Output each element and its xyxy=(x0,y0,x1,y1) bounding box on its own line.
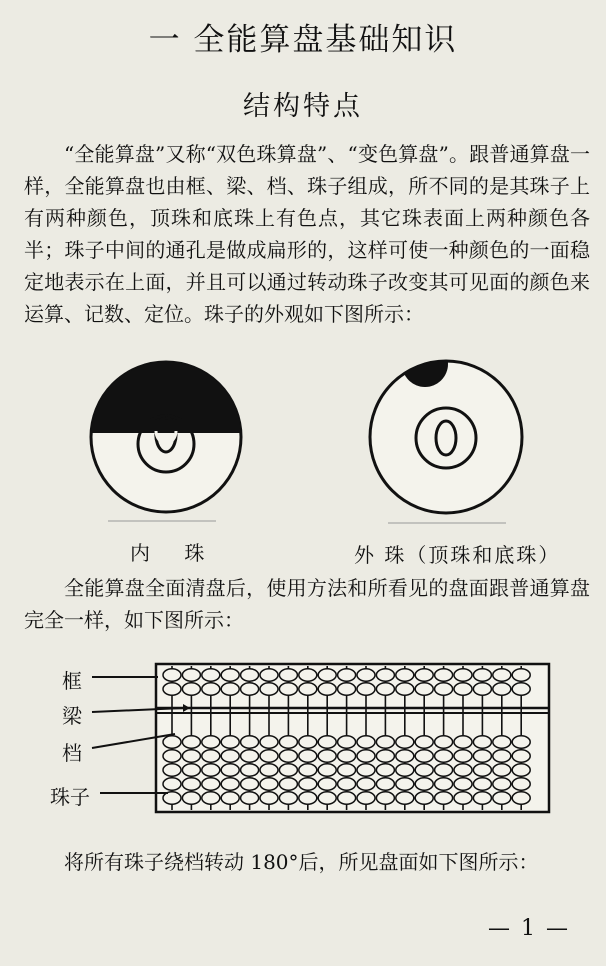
abacus-bead xyxy=(241,750,259,762)
label-frame: 框 xyxy=(62,669,82,693)
abacus-bead xyxy=(415,778,433,790)
abacus-bead xyxy=(318,683,336,695)
abacus-bead xyxy=(435,669,453,681)
abacus-bead xyxy=(163,669,181,681)
abacus-bead xyxy=(454,764,472,776)
section-subtitle: 结构特点 xyxy=(243,91,363,122)
abacus-bead xyxy=(376,764,394,776)
abacus-bead xyxy=(163,750,181,762)
abacus-bead xyxy=(415,750,433,762)
abacus-bead xyxy=(376,736,394,748)
abacus-bead xyxy=(202,778,220,790)
label-rod: 档 xyxy=(62,741,82,765)
abacus-bead xyxy=(260,764,278,776)
abacus-bead xyxy=(279,736,297,748)
abacus-bead xyxy=(279,669,297,681)
abacus-paragraph: 全能算盘全面清盘后，使用方法和所看见的盘面跟普通算盘完全一样，如下图所示： xyxy=(24,576,590,632)
abacus-bead xyxy=(260,736,278,748)
page-title: 一 全能算盘基础知识 xyxy=(148,22,458,58)
abacus-bead xyxy=(512,764,530,776)
abacus-bead xyxy=(279,683,297,695)
abacus-bead xyxy=(493,764,511,776)
abacus-bead xyxy=(357,778,375,790)
abacus-bead xyxy=(221,778,239,790)
abacus-bead xyxy=(318,792,336,804)
page-number: — 1 — xyxy=(488,916,570,941)
abacus-bead xyxy=(299,736,317,748)
abacus-bead xyxy=(376,778,394,790)
abacus-bead xyxy=(396,669,414,681)
abacus-bead xyxy=(376,669,394,681)
abacus-bead xyxy=(338,736,356,748)
abacus-bead xyxy=(415,669,433,681)
abacus-bead xyxy=(202,736,220,748)
abacus-bead xyxy=(221,750,239,762)
abacus-bead xyxy=(396,683,414,695)
abacus-bead xyxy=(221,683,239,695)
abacus-bead xyxy=(435,750,453,762)
abacus-bead xyxy=(357,669,375,681)
abacus-bead xyxy=(473,669,491,681)
abacus-bead xyxy=(260,792,278,804)
rotation-paragraph: 将所有珠子绕档转动 180°后，所见盘面如下图所示： xyxy=(64,850,539,874)
abacus-bead xyxy=(299,750,317,762)
abacus-bead xyxy=(279,792,297,804)
abacus-bead xyxy=(279,778,297,790)
inner-bead-figure xyxy=(80,355,252,521)
abacus-bead xyxy=(338,764,356,776)
abacus-bead xyxy=(202,669,220,681)
abacus-bead xyxy=(357,683,375,695)
abacus-bead xyxy=(318,750,336,762)
intro-paragraph: “全能算盘”又称“双色珠算盘”、“变色算盘”。跟普通算盘一样，全能算盘也由框、梁、档、珠子组成，所不同的是其珠子上有两种颜色，顶珠和底珠上有色点，其它珠表面上两种颜色各半；珠子中间的通孔是做成扁形的，这样可使一种颜色的一面稳定地表示在上面，并且可以通过转动珠子改变其可见面的颜色来运算、记数、定位。珠子的外观如下图所示： xyxy=(24,142,590,326)
abacus-bead xyxy=(493,669,511,681)
abacus-bead xyxy=(202,764,220,776)
abacus-bead xyxy=(512,736,530,748)
abacus-bead xyxy=(260,778,278,790)
inner-bead-caption: 内 珠 xyxy=(130,541,219,565)
abacus-bead xyxy=(435,792,453,804)
abacus-bead xyxy=(318,736,336,748)
abacus-bead xyxy=(318,764,336,776)
abacus-bead xyxy=(182,778,200,790)
abacus-bead xyxy=(454,750,472,762)
abacus-bead xyxy=(279,764,297,776)
abacus-bead xyxy=(493,750,511,762)
abacus-bead xyxy=(454,792,472,804)
abacus-bead xyxy=(454,778,472,790)
abacus-bead xyxy=(396,764,414,776)
abacus-bead xyxy=(415,683,433,695)
abacus-bead xyxy=(493,736,511,748)
abacus-bead xyxy=(299,669,317,681)
abacus-bead xyxy=(338,683,356,695)
abacus-bead xyxy=(415,736,433,748)
abacus-bead xyxy=(318,778,336,790)
abacus-bead xyxy=(338,778,356,790)
abacus-bead xyxy=(241,683,259,695)
abacus-bead xyxy=(512,750,530,762)
abacus-bead xyxy=(221,764,239,776)
abacus-bead xyxy=(182,736,200,748)
abacus-bead xyxy=(357,736,375,748)
abacus-bead xyxy=(260,750,278,762)
abacus-bead xyxy=(338,792,356,804)
abacus-bead xyxy=(473,792,491,804)
abacus-figure xyxy=(92,664,549,812)
abacus-bead xyxy=(357,750,375,762)
abacus-bead xyxy=(493,778,511,790)
abacus-bead xyxy=(396,750,414,762)
abacus-bead xyxy=(202,750,220,762)
abacus-bead xyxy=(279,750,297,762)
abacus-bead xyxy=(182,792,200,804)
abacus-bead xyxy=(454,683,472,695)
abacus-bead xyxy=(182,669,200,681)
abacus-bead xyxy=(338,669,356,681)
abacus-bead xyxy=(299,792,317,804)
label-beam: 梁 xyxy=(62,704,82,728)
abacus-bead xyxy=(512,792,530,804)
abacus-bead xyxy=(435,778,453,790)
abacus-bead xyxy=(221,669,239,681)
abacus-bead xyxy=(241,778,259,790)
abacus-bead xyxy=(318,669,336,681)
outer-bead-figure xyxy=(370,341,522,523)
abacus-bead xyxy=(202,683,220,695)
abacus-bead xyxy=(182,750,200,762)
abacus-bead xyxy=(415,764,433,776)
abacus-bead xyxy=(163,683,181,695)
abacus-bead xyxy=(415,792,433,804)
abacus-bead xyxy=(435,764,453,776)
abacus-bead xyxy=(182,683,200,695)
abacus-bead xyxy=(241,669,259,681)
abacus-bead xyxy=(435,736,453,748)
abacus-bead xyxy=(454,669,472,681)
abacus-bead xyxy=(493,683,511,695)
abacus-bead xyxy=(396,778,414,790)
abacus-bead xyxy=(357,792,375,804)
abacus-bead xyxy=(241,736,259,748)
abacus-bead xyxy=(512,669,530,681)
abacus-bead xyxy=(396,792,414,804)
abacus-bead xyxy=(299,683,317,695)
abacus-bead xyxy=(473,750,491,762)
abacus-bead xyxy=(241,792,259,804)
abacus-bead xyxy=(473,778,491,790)
abacus-bead xyxy=(221,736,239,748)
abacus-bead xyxy=(163,764,181,776)
abacus-bead xyxy=(473,683,491,695)
abacus-bead xyxy=(163,778,181,790)
abacus-bead xyxy=(241,764,259,776)
abacus-bead xyxy=(357,764,375,776)
abacus-bead xyxy=(202,792,220,804)
abacus-bead xyxy=(473,764,491,776)
abacus-bead xyxy=(512,778,530,790)
abacus-bead xyxy=(221,792,239,804)
abacus-bead xyxy=(454,736,472,748)
abacus-bead xyxy=(376,683,394,695)
abacus-bead xyxy=(163,736,181,748)
abacus-bead xyxy=(338,750,356,762)
abacus-bead xyxy=(260,669,278,681)
abacus-bead xyxy=(299,764,317,776)
abacus-bead xyxy=(260,683,278,695)
abacus-bead xyxy=(182,764,200,776)
label-bead: 珠子 xyxy=(50,785,90,809)
outer-bead-caption: 外 珠（顶珠和底珠） xyxy=(354,543,561,567)
abacus-bead xyxy=(512,683,530,695)
abacus-bead xyxy=(376,792,394,804)
abacus-bead xyxy=(493,792,511,804)
abacus-bead xyxy=(376,750,394,762)
abacus-bead xyxy=(473,736,491,748)
abacus-bead xyxy=(435,683,453,695)
abacus-bead xyxy=(299,778,317,790)
abacus-bead xyxy=(396,736,414,748)
